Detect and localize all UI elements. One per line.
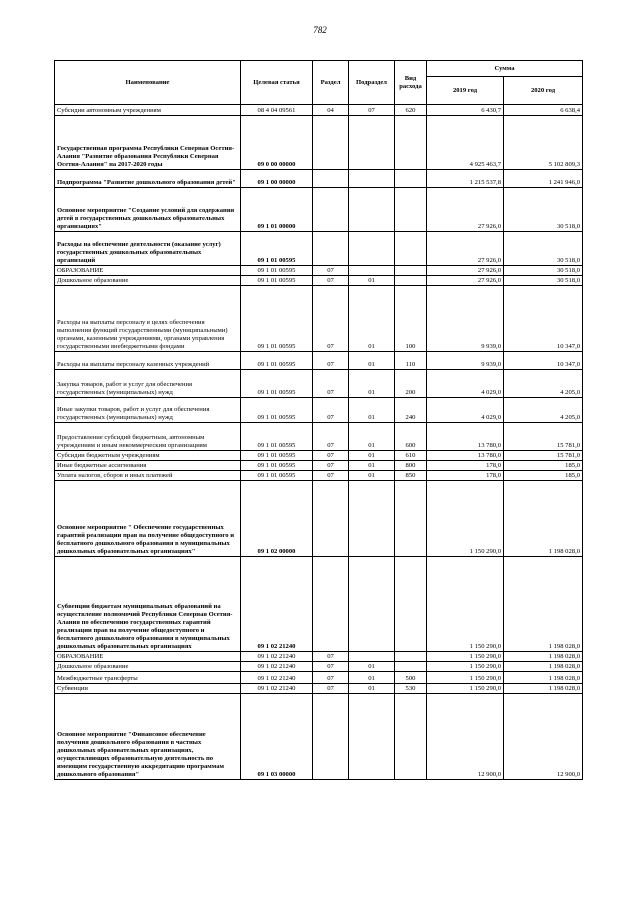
cell-expense-type xyxy=(395,116,427,170)
cell-expense-type: 100 xyxy=(395,286,427,352)
cell-target: 09 1 02 21240 xyxy=(241,557,313,652)
cell-expense-type: 620 xyxy=(395,105,427,116)
cell-target: 09 1 01 00595 xyxy=(241,276,313,286)
cell-name: Уплата налогов, сборов и иных платежей xyxy=(55,471,241,481)
cell-2020: 1 198 028,0 xyxy=(504,481,583,557)
cell-2020: 1 198 028,0 xyxy=(504,557,583,652)
cell-expense-type xyxy=(395,662,427,672)
table-row xyxy=(55,471,583,481)
cell-section xyxy=(313,481,349,557)
header-name: Наименование xyxy=(55,61,241,105)
cell-subsection xyxy=(349,170,395,188)
cell-subsection: 01 xyxy=(349,684,395,694)
table-row xyxy=(55,481,583,557)
header-sum: Сумма xyxy=(427,61,583,77)
table-row xyxy=(55,116,583,170)
cell-expense-type xyxy=(395,694,427,780)
cell-target: 09 1 01 00595 xyxy=(241,471,313,481)
cell-name: ОБРАЗОВАНИЕ xyxy=(55,266,241,276)
cell-target: 09 1 02 21240 xyxy=(241,652,313,662)
cell-2020: 30 518,0 xyxy=(504,232,583,266)
cell-2019: 4 029,0 xyxy=(427,398,504,423)
cell-section xyxy=(313,188,349,232)
header-expense-type: Вид расхода xyxy=(395,61,427,105)
cell-2019: 1 150 290,0 xyxy=(427,672,504,684)
cell-subsection xyxy=(349,481,395,557)
cell-2019: 1 150 290,0 xyxy=(427,557,504,652)
cell-2020: 1 198 028,0 xyxy=(504,652,583,662)
cell-name: Основное мероприятие "Финансовое обеспечение получения дошкольного образования в частных дошкольных образовательных организациях, осуществляющих образовательную деятельность по имеющим государственную аккредитацию программам дошкольного образования" xyxy=(55,694,241,780)
cell-name: ОБРАЗОВАНИЕ xyxy=(55,652,241,662)
cell-2019: 13 780,0 xyxy=(427,451,504,461)
header-section: Раздел xyxy=(313,61,349,105)
cell-target: 09 1 01 00595 xyxy=(241,352,313,370)
cell-subsection: 01 xyxy=(349,398,395,423)
cell-section: 07 xyxy=(313,461,349,471)
cell-subsection: 07 xyxy=(349,105,395,116)
cell-expense-type xyxy=(395,557,427,652)
cell-expense-type xyxy=(395,266,427,276)
cell-target: 09 1 02 21240 xyxy=(241,662,313,672)
cell-section xyxy=(313,116,349,170)
cell-target: 09 1 02 00000 xyxy=(241,481,313,557)
cell-name: Дошкольное образование xyxy=(55,276,241,286)
cell-2019: 1 150 290,0 xyxy=(427,684,504,694)
cell-section: 07 xyxy=(313,684,349,694)
cell-target: 09 1 02 21240 xyxy=(241,684,313,694)
cell-expense-type: 200 xyxy=(395,370,427,398)
cell-target: 09 1 01 00595 xyxy=(241,232,313,266)
cell-subsection xyxy=(349,188,395,232)
cell-subsection: 01 xyxy=(349,370,395,398)
cell-section: 07 xyxy=(313,266,349,276)
cell-2020: 30 518,0 xyxy=(504,266,583,276)
cell-expense-type: 850 xyxy=(395,471,427,481)
cell-name: Государственная программа Республики Северная Осетия-Алания "Развитие образования Республики Северная Осетия-Алания" на 2017-2020 годы xyxy=(55,116,241,170)
table-row xyxy=(55,232,583,266)
cell-2019: 178,0 xyxy=(427,461,504,471)
cell-expense-type xyxy=(395,481,427,557)
cell-section xyxy=(313,170,349,188)
cell-name: Субсидии бюджетным учреждениям xyxy=(55,451,241,461)
table-row xyxy=(55,105,583,116)
table-header xyxy=(55,61,583,105)
cell-target: 09 1 01 00595 xyxy=(241,286,313,352)
cell-2019: 27 926,0 xyxy=(427,276,504,286)
cell-name: Субвенции xyxy=(55,684,241,694)
cell-target: 09 1 01 00595 xyxy=(241,461,313,471)
cell-section: 07 xyxy=(313,662,349,672)
cell-target: 08 4 04 09561 xyxy=(241,105,313,116)
cell-section: 07 xyxy=(313,423,349,451)
table-row xyxy=(55,370,583,398)
cell-section: 07 xyxy=(313,652,349,662)
cell-2019: 9 939,0 xyxy=(427,286,504,352)
cell-name: Субвенции бюджетам муниципальных образований на осуществление полномочий Республики Северная Осетия-Алания по обеспечению государственных гарантий реализации прав на получение общедоступного и бесплатного дошкольного образования в муниципальных дошкольных образовательных организациях xyxy=(55,557,241,652)
cell-expense-type: 240 xyxy=(395,398,427,423)
cell-section: 07 xyxy=(313,672,349,684)
cell-target: 09 1 01 00595 xyxy=(241,451,313,461)
table-row xyxy=(55,461,583,471)
cell-name: Иные бюджетные ассигнования xyxy=(55,461,241,471)
cell-target: 09 1 01 00595 xyxy=(241,398,313,423)
table-row xyxy=(55,662,583,672)
cell-subsection xyxy=(349,232,395,266)
cell-subsection xyxy=(349,652,395,662)
cell-2019: 1 150 290,0 xyxy=(427,662,504,672)
cell-2020: 1 198 028,0 xyxy=(504,672,583,684)
header-year-2019: 2019 год xyxy=(427,77,504,105)
cell-section: 07 xyxy=(313,286,349,352)
cell-target: 09 0 00 00000 xyxy=(241,116,313,170)
budget-table xyxy=(54,60,583,780)
cell-2019: 13 780,0 xyxy=(427,423,504,451)
cell-2020: 4 205,0 xyxy=(504,398,583,423)
cell-2020: 30 518,0 xyxy=(504,276,583,286)
header-target: Целевая статья xyxy=(241,61,313,105)
cell-2019: 27 926,0 xyxy=(427,266,504,276)
table-row xyxy=(55,694,583,780)
cell-subsection: 01 xyxy=(349,461,395,471)
cell-name: Расходы на обеспечение деятельности (оказание услуг) государственных дошкольных образовательных организаций xyxy=(55,232,241,266)
cell-expense-type xyxy=(395,170,427,188)
cell-2019: 1 150 290,0 xyxy=(427,481,504,557)
cell-2020: 185,0 xyxy=(504,461,583,471)
cell-subsection: 01 xyxy=(349,286,395,352)
table-row xyxy=(55,423,583,451)
cell-target: 09 1 03 00000 xyxy=(241,694,313,780)
cell-name: Основное мероприятие "Создание условий для содержания детей в государственных дошкольных образовательных организациях" xyxy=(55,188,241,232)
cell-2020: 30 518,0 xyxy=(504,188,583,232)
cell-name: Расходы на выплаты персоналу в целях обеспечения выполнения функций государственными (муниципальными) органами, казенными учреждениями, органами управления государственными внебюджетными фондами xyxy=(55,286,241,352)
cell-target: 09 1 01 00595 xyxy=(241,423,313,451)
cell-expense-type xyxy=(395,188,427,232)
cell-2020: 5 102 809,3 xyxy=(504,116,583,170)
table-row xyxy=(55,557,583,652)
cell-2019: 27 926,0 xyxy=(427,232,504,266)
table-row xyxy=(55,188,583,232)
cell-2020: 10 347,0 xyxy=(504,286,583,352)
cell-2020: 1 198 028,0 xyxy=(504,684,583,694)
cell-target: 09 1 02 21240 xyxy=(241,672,313,684)
page-number: 782 xyxy=(313,25,327,35)
cell-2019: 4 925 463,7 xyxy=(427,116,504,170)
cell-section xyxy=(313,232,349,266)
cell-section: 07 xyxy=(313,471,349,481)
table-row xyxy=(55,684,583,694)
cell-subsection xyxy=(349,557,395,652)
header-year-2020: 2020 год xyxy=(504,77,583,105)
cell-2020: 185,0 xyxy=(504,471,583,481)
cell-section: 07 xyxy=(313,276,349,286)
cell-expense-type xyxy=(395,232,427,266)
cell-2020: 4 205,0 xyxy=(504,370,583,398)
cell-2019: 1 150 290,0 xyxy=(427,652,504,662)
cell-section: 07 xyxy=(313,398,349,423)
table-row xyxy=(55,276,583,286)
cell-name: Межбюджетные трансферты xyxy=(55,672,241,684)
cell-2019: 1 215 537,8 xyxy=(427,170,504,188)
header-subsection: Подраздел xyxy=(349,61,395,105)
table-row xyxy=(55,672,583,684)
table-row xyxy=(55,170,583,188)
cell-subsection xyxy=(349,116,395,170)
cell-expense-type: 610 xyxy=(395,451,427,461)
cell-2019: 178,0 xyxy=(427,471,504,481)
table-row xyxy=(55,451,583,461)
cell-2020: 15 781,0 xyxy=(504,451,583,461)
table-row xyxy=(55,352,583,370)
cell-subsection: 01 xyxy=(349,471,395,481)
table-body xyxy=(55,105,583,780)
cell-expense-type xyxy=(395,276,427,286)
cell-subsection: 01 xyxy=(349,352,395,370)
cell-subsection: 01 xyxy=(349,672,395,684)
table-row xyxy=(55,652,583,662)
cell-2019: 12 900,0 xyxy=(427,694,504,780)
cell-section xyxy=(313,557,349,652)
cell-expense-type: 110 xyxy=(395,352,427,370)
cell-2020: 12 900,0 xyxy=(504,694,583,780)
cell-name: Дошкольное образование xyxy=(55,662,241,672)
cell-2019: 9 939,0 xyxy=(427,352,504,370)
cell-section: 07 xyxy=(313,352,349,370)
table-row xyxy=(55,286,583,352)
cell-2020: 10 347,0 xyxy=(504,352,583,370)
cell-target: 09 1 01 00000 xyxy=(241,188,313,232)
cell-target: 09 1 01 00595 xyxy=(241,266,313,276)
cell-subsection xyxy=(349,694,395,780)
cell-section: 07 xyxy=(313,370,349,398)
cell-subsection xyxy=(349,266,395,276)
cell-expense-type: 500 xyxy=(395,672,427,684)
cell-name: Основное мероприятие " Обеспечение государственных гарантий реализации прав на получение общедоступного и бесплатного дошкольного образования в муниципальных дошкольных образовательных организациях" xyxy=(55,481,241,557)
cell-expense-type: 800 xyxy=(395,461,427,471)
cell-2020: 15 781,0 xyxy=(504,423,583,451)
cell-2020: 1 241 946,0 xyxy=(504,170,583,188)
cell-name: Закупка товаров, работ и услуг для обеспечения государственных (муниципальных) нужд xyxy=(55,370,241,398)
cell-section: 07 xyxy=(313,451,349,461)
cell-2019: 6 430,7 xyxy=(427,105,504,116)
cell-2019: 27 926,0 xyxy=(427,188,504,232)
cell-subsection: 01 xyxy=(349,451,395,461)
cell-name: Расходы на выплаты персоналу казенных учреждений xyxy=(55,352,241,370)
cell-expense-type xyxy=(395,652,427,662)
table-row xyxy=(55,266,583,276)
cell-2020: 1 198 028,0 xyxy=(504,662,583,672)
cell-name: Предоставление субсидий бюджетным, автономным учреждениям и иным некоммерческим организациям xyxy=(55,423,241,451)
cell-target: 09 1 00 00000 xyxy=(241,170,313,188)
cell-2019: 4 029,0 xyxy=(427,370,504,398)
cell-subsection: 01 xyxy=(349,423,395,451)
cell-expense-type: 530 xyxy=(395,684,427,694)
cell-subsection: 01 xyxy=(349,276,395,286)
cell-subsection: 01 xyxy=(349,662,395,672)
cell-expense-type: 600 xyxy=(395,423,427,451)
cell-section xyxy=(313,694,349,780)
cell-name: Субсидии автономным учреждениям xyxy=(55,105,241,116)
table-row xyxy=(55,398,583,423)
cell-name: Подпрограмма "Развитие дошкольного образования детей" xyxy=(55,170,241,188)
cell-name: Иные закупки товаров, работ и услуг для обеспечения государственных (муниципальных) нужд xyxy=(55,398,241,423)
cell-section: 04 xyxy=(313,105,349,116)
cell-2020: 6 638,4 xyxy=(504,105,583,116)
cell-target: 09 1 01 00595 xyxy=(241,370,313,398)
